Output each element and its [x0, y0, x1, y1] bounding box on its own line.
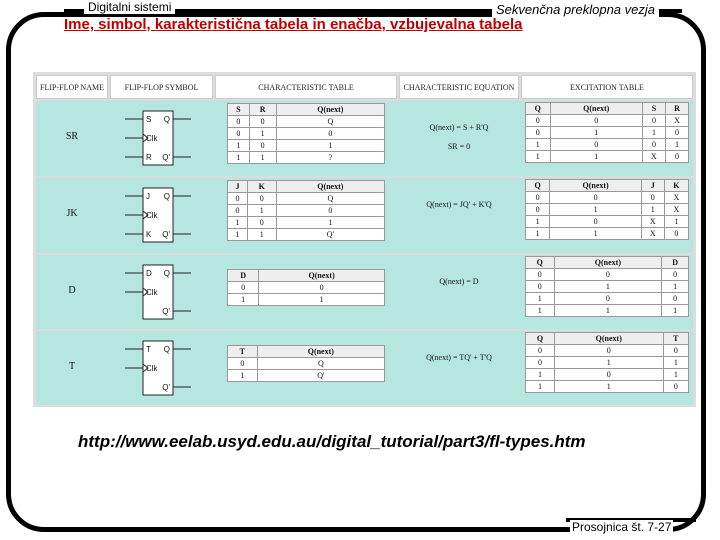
characteristic-equation [399, 277, 519, 296]
table-header-cell: Q(next) [276, 104, 384, 116]
table-cell: X [641, 216, 664, 228]
col-header-char-table: CHARACTERISTIC TABLE [215, 75, 397, 99]
pin-label: Q [163, 269, 170, 278]
table-row [526, 115, 689, 127]
table-cell: 1 [641, 204, 664, 216]
table-cell: 1 [276, 140, 384, 152]
excitation-table [525, 256, 689, 317]
table-cell: Q [276, 116, 384, 128]
chapter-label: Sekvenčna preklopna vezja [492, 2, 659, 17]
pin-label: Q' [162, 230, 170, 239]
pin-label: Clk [146, 288, 158, 297]
flip-flop-name: T [68, 361, 76, 372]
table-header-cell: Q [526, 333, 555, 345]
table-cell: 0 [228, 193, 248, 205]
table-cell: 0 [662, 269, 689, 281]
table-cell: 0 [550, 192, 642, 204]
table-row [526, 305, 689, 317]
table-cell: 0 [526, 357, 555, 369]
table-row [228, 140, 385, 152]
flip-flop-symbol [119, 261, 199, 325]
table-cell: 0 [554, 369, 663, 381]
table-cell: 1 [662, 305, 689, 317]
table-row [526, 369, 689, 381]
table-header-cell: Q(next) [550, 103, 642, 115]
pin-label: D [146, 269, 152, 278]
table-header-cell: J [228, 181, 248, 193]
table-cell: 0 [641, 192, 664, 204]
equation-line: Q(next) = S + R'Q [429, 123, 489, 132]
table-cell: 0 [276, 205, 384, 217]
flip-flop-name: JK [66, 208, 78, 219]
table-header-cell: J [641, 180, 664, 192]
table-cell: 0 [247, 193, 276, 205]
col-header-name: FLIP-FLOP NAME [36, 75, 108, 99]
characteristic-equation [399, 123, 519, 161]
table-row [526, 269, 689, 281]
table-cell: 0 [249, 116, 276, 128]
table-cell: 1 [228, 229, 248, 241]
table-header-cell: Q(next) [554, 333, 663, 345]
table-cell: 1 [642, 127, 665, 139]
table-cell: 0 [526, 345, 555, 357]
table-cell: 1 [249, 128, 276, 140]
flip-flop-name: D [68, 285, 76, 296]
table-cell: 1 [228, 294, 259, 306]
table-cell: 0 [526, 269, 555, 281]
table-cell: Q' [276, 229, 384, 241]
table-row [526, 281, 689, 293]
pin-label: K [146, 230, 152, 239]
table-cell: 0 [228, 116, 250, 128]
table-cell: 1 [526, 151, 551, 163]
pin-label: S [146, 115, 152, 124]
table-cell: 0 [228, 128, 250, 140]
table-cell: 0 [228, 358, 258, 370]
flip-flop-symbol [119, 184, 199, 248]
table-cell: 1 [663, 357, 688, 369]
table-header-cell: Q [526, 180, 550, 192]
col-header-char-equation: CHARACTERISTIC EQUATION [399, 75, 519, 99]
table-row [228, 217, 385, 229]
col-header-excitation-table: EXCITATION TABLE [521, 75, 693, 99]
table-row [228, 229, 385, 241]
table-row [526, 192, 689, 204]
table-cell: 1 [554, 357, 663, 369]
table-cell: 0 [276, 128, 384, 140]
table-row [526, 357, 689, 369]
characteristic-equation [399, 200, 519, 219]
table-row [228, 370, 385, 382]
table-cell: 1 [228, 370, 258, 382]
table-cell: 1 [247, 205, 276, 217]
table-header-cell: S [642, 103, 665, 115]
table-cell: X [641, 228, 664, 240]
pin-label: Q' [162, 307, 170, 316]
pin-label: Q [163, 115, 170, 124]
table-cell: X [664, 192, 688, 204]
table-cell: 0 [554, 345, 663, 357]
table-row [526, 293, 689, 305]
equation-line: Q(next) = TQ' + T'Q [426, 353, 492, 362]
flip-flop-name: SR [65, 131, 79, 142]
table-cell: 0 [526, 192, 550, 204]
table-header-cell: R [665, 103, 688, 115]
pin-label: Clk [146, 134, 158, 143]
table-row [526, 216, 689, 228]
table-cell: 0 [550, 115, 642, 127]
table-cell: 0 [665, 127, 688, 139]
table-cell: 1 [228, 140, 250, 152]
table-header-cell: T [228, 346, 258, 358]
table-header-cell: D [662, 257, 689, 269]
characteristic-equation [399, 353, 519, 372]
characteristic-table [227, 345, 385, 382]
table-cell: 1 [554, 281, 662, 293]
table-header-cell: S [228, 104, 250, 116]
table-header-cell: Q [526, 103, 551, 115]
slide-number: Prosojnica št. 7-27 [572, 520, 672, 534]
table-cell: Q [276, 193, 384, 205]
pin-label: Clk [146, 211, 158, 220]
table-cell: 0 [642, 139, 665, 151]
table-cell: 1 [526, 228, 550, 240]
table-cell: X [642, 151, 665, 163]
table-cell: Q' [257, 370, 384, 382]
table-header-cell: T [663, 333, 688, 345]
source-url[interactable]: http://www.eelab.usyd.edu.au/digital_tutorial/part3/fl-types.htm [78, 432, 586, 451]
table-cell: 1 [665, 139, 688, 151]
characteristic-table [227, 103, 385, 164]
table-row [228, 205, 385, 217]
table-row [526, 127, 689, 139]
table-header-cell: K [664, 180, 688, 192]
table-row [526, 139, 689, 151]
table-header-cell: Q [526, 257, 555, 269]
table-cell: 1 [526, 381, 555, 393]
table-cell: X [664, 204, 688, 216]
table-row [228, 193, 385, 205]
table-cell: 1 [554, 381, 663, 393]
table-cell: 0 [259, 282, 385, 294]
table-header-cell: K [247, 181, 276, 193]
table-cell: 1 [554, 305, 662, 317]
col-header-symbol: FLIP-FLOP SYMBOL [110, 75, 213, 99]
table-cell: 1 [526, 305, 555, 317]
table-cell: 0 [662, 293, 689, 305]
table-cell: 1 [550, 204, 642, 216]
table-cell: 0 [249, 140, 276, 152]
table-cell: 0 [228, 282, 259, 294]
table-cell: 0 [665, 151, 688, 163]
flip-flop-types-figure [33, 72, 696, 407]
equation-line: Q(next) = D [439, 277, 479, 286]
characteristic-table [227, 269, 385, 306]
table-cell: 1 [664, 216, 688, 228]
table-row [228, 358, 385, 370]
table-cell: 0 [247, 217, 276, 229]
table-cell: 1 [662, 281, 689, 293]
table-cell: 1 [663, 369, 688, 381]
table-row [228, 152, 385, 164]
table-row [228, 282, 385, 294]
table-cell: 1 [526, 139, 551, 151]
table-cell: Q [257, 358, 384, 370]
table-row [228, 116, 385, 128]
table-cell: 1 [249, 152, 276, 164]
table-cell: 0 [663, 345, 688, 357]
table-cell: 1 [550, 127, 642, 139]
table-cell: 1 [276, 217, 384, 229]
table-header-cell: R [249, 104, 276, 116]
equation-line: Q(next) = JQ' + K'Q [426, 200, 492, 209]
table-cell: 0 [228, 205, 248, 217]
table-cell: 1 [526, 369, 555, 381]
table-cell: 0 [663, 381, 688, 393]
excitation-table [525, 179, 689, 240]
table-header-cell: Q(next) [276, 181, 384, 193]
table-cell: X [665, 115, 688, 127]
table-cell: 1 [228, 217, 248, 229]
pin-label: Q' [162, 383, 170, 392]
table-cell: 0 [642, 115, 665, 127]
pin-label: Clk [146, 364, 158, 373]
table-header-cell: Q(next) [554, 257, 662, 269]
table-cell: ? [276, 152, 384, 164]
table-cell: 0 [526, 127, 551, 139]
table-cell: 0 [526, 115, 551, 127]
table-row [526, 204, 689, 216]
excitation-table [525, 332, 689, 393]
pin-label: Q [163, 345, 170, 354]
table-row [228, 128, 385, 140]
table-cell: 1 [247, 229, 276, 241]
table-cell: 0 [664, 228, 688, 240]
flip-flop-symbol [119, 107, 199, 171]
table-cell: 1 [228, 152, 250, 164]
table-cell: 1 [259, 294, 385, 306]
table-cell: 1 [526, 293, 555, 305]
table-row [526, 381, 689, 393]
flip-flop-symbol [119, 337, 199, 401]
table-cell: 0 [554, 293, 662, 305]
table-row [526, 345, 689, 357]
characteristic-table [227, 180, 385, 241]
pin-label: J [146, 192, 150, 201]
table-header-cell: Q(next) [259, 270, 385, 282]
slide-title: Ime, simbol, karakteristična tabela in enačba, vzbujevalna tabela [64, 16, 523, 33]
table-cell: 0 [554, 269, 662, 281]
table-cell: 0 [526, 281, 555, 293]
table-header-cell: Q(next) [550, 180, 642, 192]
pin-label: Q' [162, 153, 170, 162]
table-header-cell: D [228, 270, 259, 282]
table-row [526, 228, 689, 240]
table-row [228, 294, 385, 306]
table-cell: 0 [550, 139, 642, 151]
pin-label: T [146, 345, 151, 354]
table-cell: 1 [550, 228, 642, 240]
table-cell: 1 [526, 216, 550, 228]
table-row [526, 151, 689, 163]
pin-label: R [146, 153, 152, 162]
pin-label: Q [163, 192, 170, 201]
excitation-table [525, 102, 689, 163]
course-label: Digitalni sistemi [84, 0, 175, 14]
table-header-cell: Q(next) [257, 346, 384, 358]
table-cell: 0 [526, 204, 550, 216]
equation-line: SR = 0 [447, 142, 471, 151]
table-cell: 1 [550, 151, 642, 163]
table-cell: 0 [550, 216, 642, 228]
